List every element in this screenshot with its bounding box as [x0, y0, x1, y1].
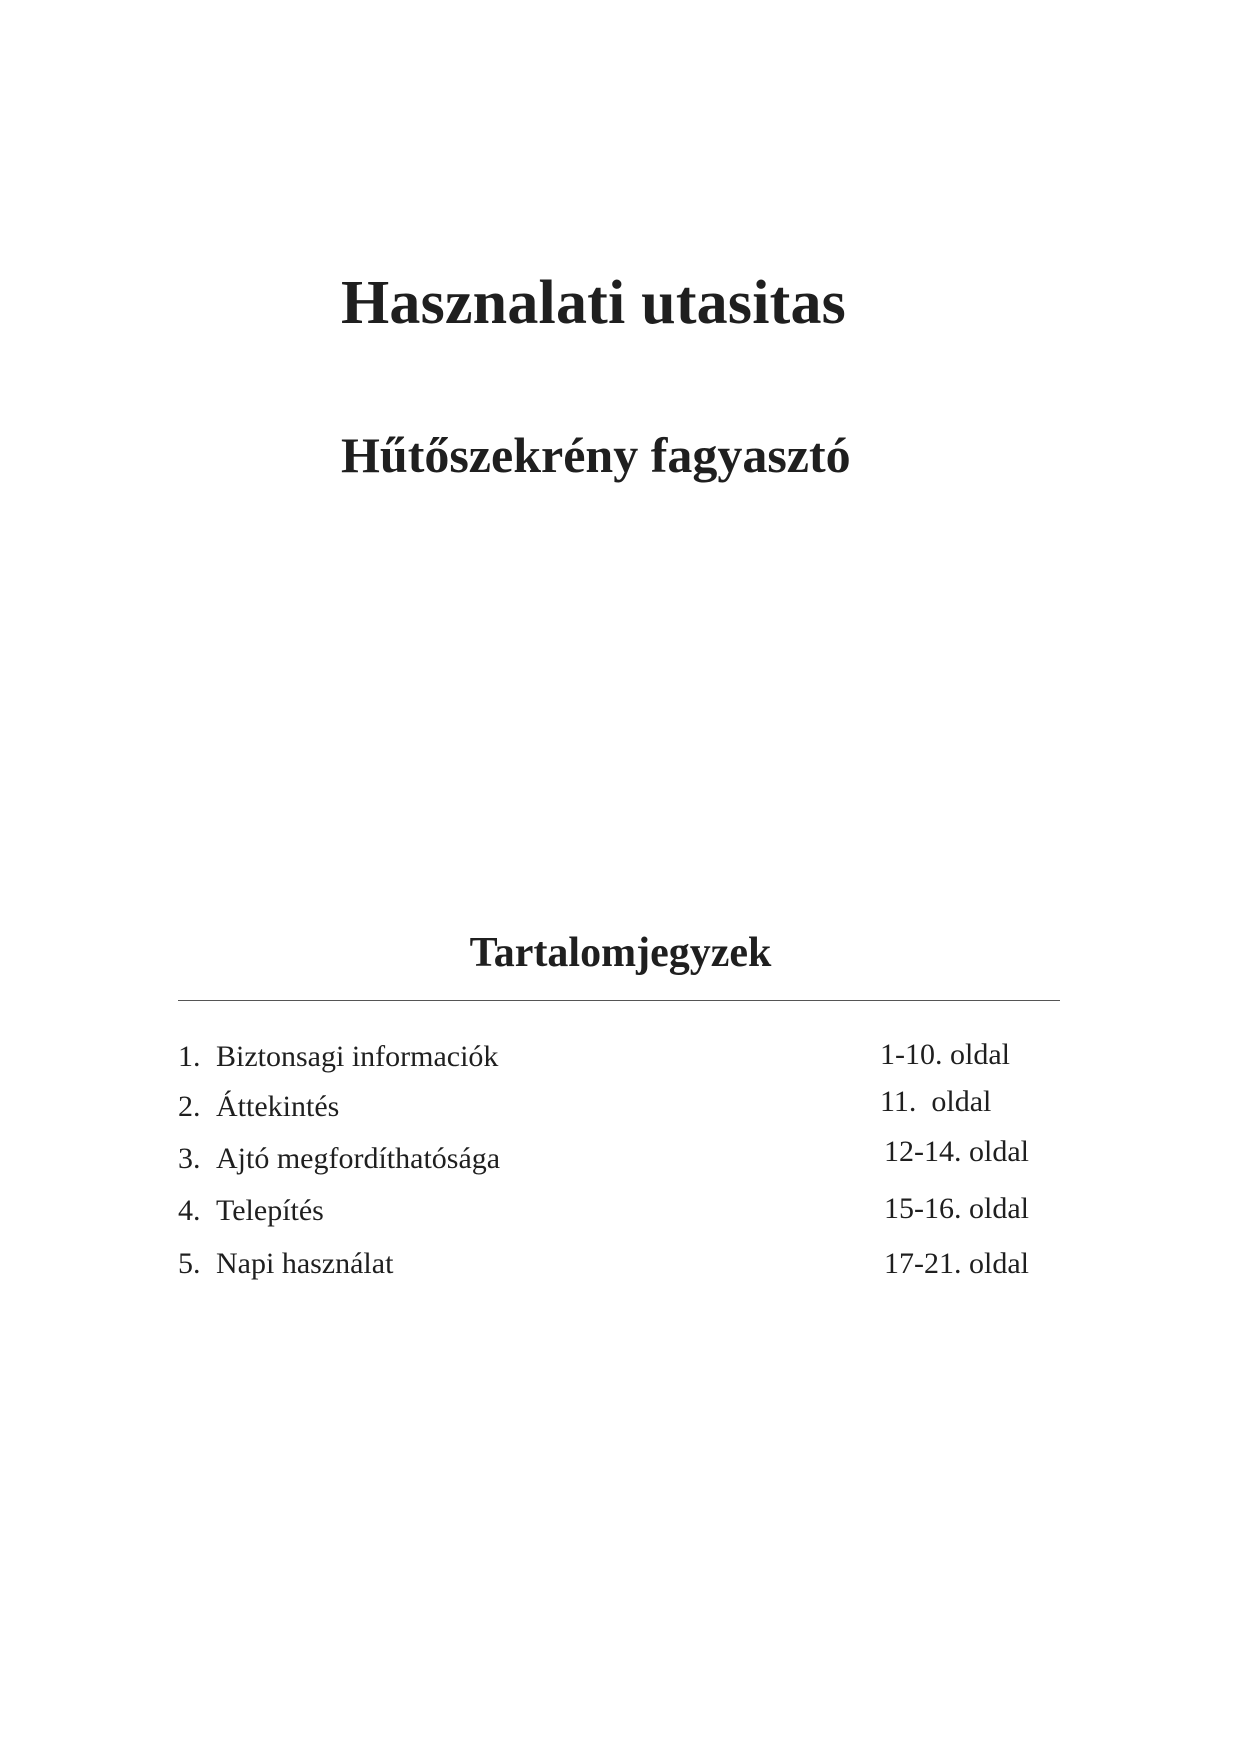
- toc-divider: [178, 1000, 1060, 1001]
- toc-entry-number: 2.: [178, 1090, 201, 1123]
- toc-entry-number: 4.: [178, 1194, 201, 1227]
- toc-entry-number: 1.: [178, 1040, 201, 1073]
- toc-entry: [178, 1092, 339, 1122]
- toc-entry-pages: 17-21. oldal: [884, 1247, 1029, 1280]
- toc-entry-label: Áttekintés: [216, 1090, 340, 1123]
- toc-entry: [178, 1042, 498, 1072]
- toc-entry: [178, 1196, 324, 1226]
- toc-entry-label: Biztonsagi informaciók: [216, 1040, 499, 1073]
- toc-entry-pages: 1-10. oldal: [880, 1038, 1010, 1071]
- document-subtitle: Hűtőszekrény fagyasztó: [341, 427, 851, 483]
- document-title: Hasznalati utasitas: [341, 269, 847, 337]
- toc-entry-pages: 15-16. oldal: [884, 1192, 1029, 1225]
- toc-entry-label: Telepítés: [216, 1194, 324, 1227]
- toc-entry-label: Napi használat: [216, 1247, 394, 1280]
- toc-entry-label: Ajtó megfordíthatósága: [216, 1142, 501, 1175]
- toc-heading: Tartalomjegyzek: [469, 930, 772, 976]
- toc-entry: [178, 1249, 393, 1279]
- toc-entry-number: 3.: [178, 1142, 201, 1175]
- toc-entry-pages: 12-14. oldal: [884, 1135, 1029, 1168]
- toc-entry: [178, 1144, 500, 1174]
- toc-entry-number: 5.: [178, 1247, 201, 1280]
- toc-entry-pages: 11. oldal: [880, 1085, 992, 1118]
